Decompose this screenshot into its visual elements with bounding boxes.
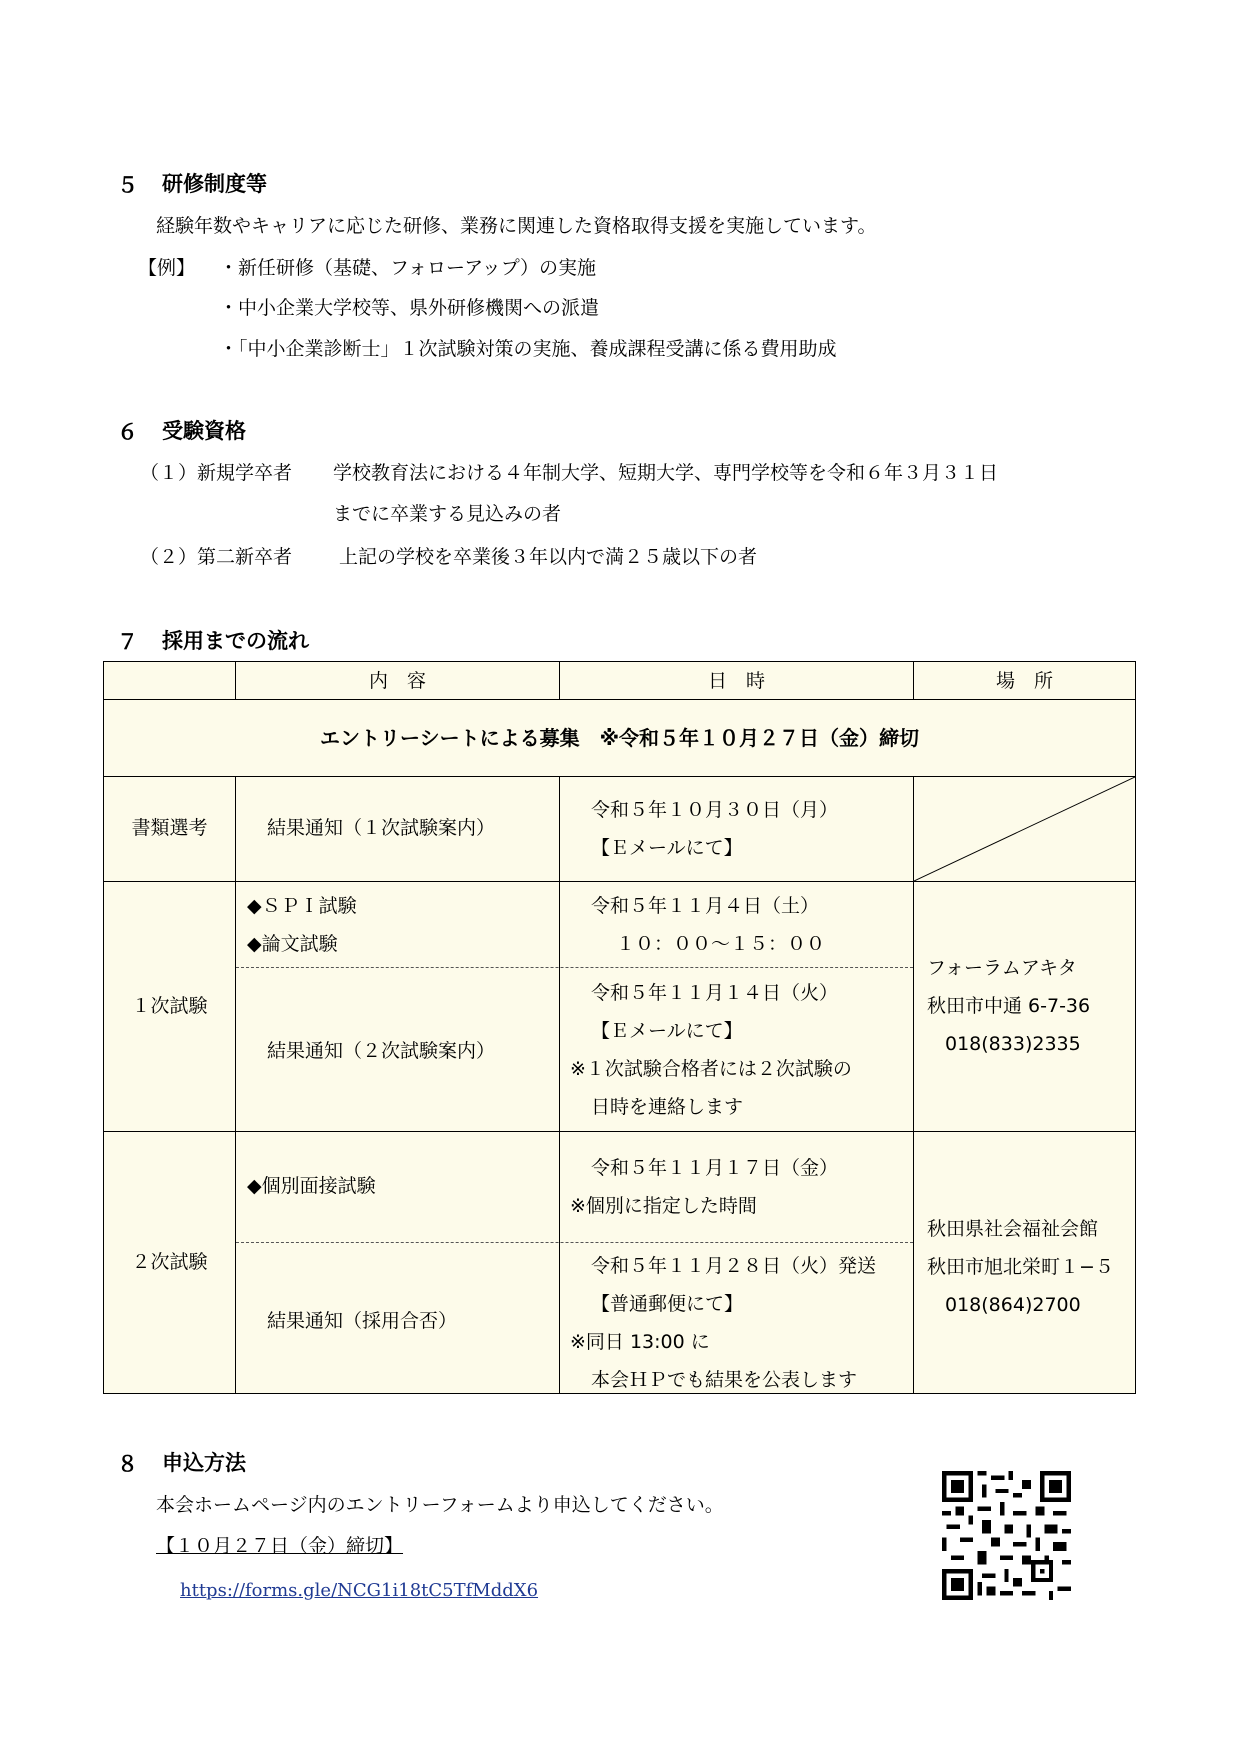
section-7-number: ７ (117, 630, 138, 654)
section-5-title: 研修制度等 (162, 172, 267, 196)
second-exam-place-name: 秋田県社会福祉会館 (927, 1218, 1099, 1240)
example-item: ・新任研修（基礎、フォローアップ）の実施 (219, 257, 596, 279)
application-text: 本会ホームページ内のエントリーフォームより申込してください。 (156, 1494, 724, 1516)
entry-sheet-row: エントリーシートによる募集 ※令和５年１０月２７日（金）締切 (319, 726, 920, 750)
recruitment-flow-table (103, 661, 1136, 1394)
section-5-intro: 経験年数やキャリアに応じた研修、業務に関連した資格取得支援を実施しています。 (156, 215, 877, 237)
second-result-note: ※同日 13:00 に (570, 1331, 710, 1353)
first-exam-place-name: フォーラムアキタ (927, 957, 1077, 979)
second-exam-time: ※個別に指定した時間 (570, 1195, 757, 1217)
example-label: 【例】 (138, 257, 196, 279)
doc-screening-method: 【Ｅメールにて】 (591, 837, 743, 859)
first-exam-place-address: 秋田市中通 6-7-36 (927, 995, 1091, 1017)
first-result-note-cont: 日時を連絡します (591, 1096, 744, 1118)
interview-exam: ◆個別面接試験 (247, 1175, 376, 1197)
second-exam-place-address: 秋田市旭北栄町１−５ (927, 1256, 1114, 1278)
first-result-date: 令和５年１１月１４日（火） (591, 982, 839, 1004)
header-content: 内 容 (368, 670, 426, 692)
application-deadline: 【１０月２７日（金）締切】 (156, 1535, 404, 1557)
section-8-title: 申込方法 (162, 1451, 246, 1475)
section-5-number: ５ (117, 173, 138, 197)
qualification-1-label: （１）新規学卒者 (140, 462, 293, 484)
first-exam-place-phone: 018(833)2335 (945, 1033, 1081, 1055)
second-exam-date: 令和５年１１月１７日（金） (591, 1157, 839, 1179)
header-place: 場 所 (995, 670, 1053, 692)
first-exam-result: 結果通知（２次試験案内） (267, 1040, 496, 1062)
header-datetime: 日 時 (707, 670, 765, 692)
qualification-2-text: 上記の学校を卒業後３年以内で満２５歳以下の者 (339, 546, 758, 568)
first-exam-time: １０：００～１５：００ (616, 933, 826, 955)
doc-screening-content: 結果通知（１次試験案内） (267, 817, 496, 839)
spi-exam: ◆ＳＰＩ試験 (247, 895, 357, 917)
first-result-note: ※１次試験合格者には２次試験の (570, 1058, 852, 1080)
second-result-method: 【普通郵便にて】 (591, 1293, 744, 1315)
example-item: ・中小企業大学校等、県外研修機関への派遣 (219, 297, 600, 319)
application-form-link[interactable]: https://forms.gle/NCG1i18tC5TfMddX6 (180, 1580, 539, 1601)
second-result-date: 令和５年１１月２８日（火）発送 (591, 1255, 877, 1277)
section-6-number: ６ (117, 420, 138, 444)
second-exam-label: ２次試験 (131, 1251, 208, 1273)
doc-screening-date: 令和５年１０月３０日（月） (591, 799, 839, 821)
qualification-1-text: 学校教育法における４年制大学、短期大学、専門学校等を令和６年３月３１日 (333, 462, 999, 484)
second-exam-result: 結果通知（採用合否） (267, 1310, 458, 1332)
first-exam-date: 令和５年１１月４日（土） (591, 895, 820, 917)
example-item: ・「中小企業診断士」１次試験対策の実施、養成課程受講に係る費用助成 (219, 338, 837, 360)
qualification-2-label: （２）第二新卒者 (140, 546, 293, 568)
essay-exam: ◆論文試験 (247, 933, 338, 955)
qr-code-image (942, 1471, 1071, 1600)
section-7-title: 採用までの流れ (162, 629, 309, 653)
section-6-title: 受験資格 (162, 419, 246, 443)
first-result-method: 【Ｅメールにて】 (591, 1020, 743, 1042)
first-exam-label: １次試験 (131, 995, 208, 1017)
empty-cell-diagonal (914, 777, 1135, 881)
second-result-note-cont: 本会ＨＰでも結果を公表します (591, 1369, 858, 1391)
doc-screening-label: 書類選考 (131, 817, 208, 839)
second-exam-place-phone: 018(864)2700 (945, 1294, 1081, 1316)
section-8-number: ８ (117, 1452, 138, 1476)
qualification-1-text-cont: までに卒業する見込みの者 (333, 503, 562, 525)
